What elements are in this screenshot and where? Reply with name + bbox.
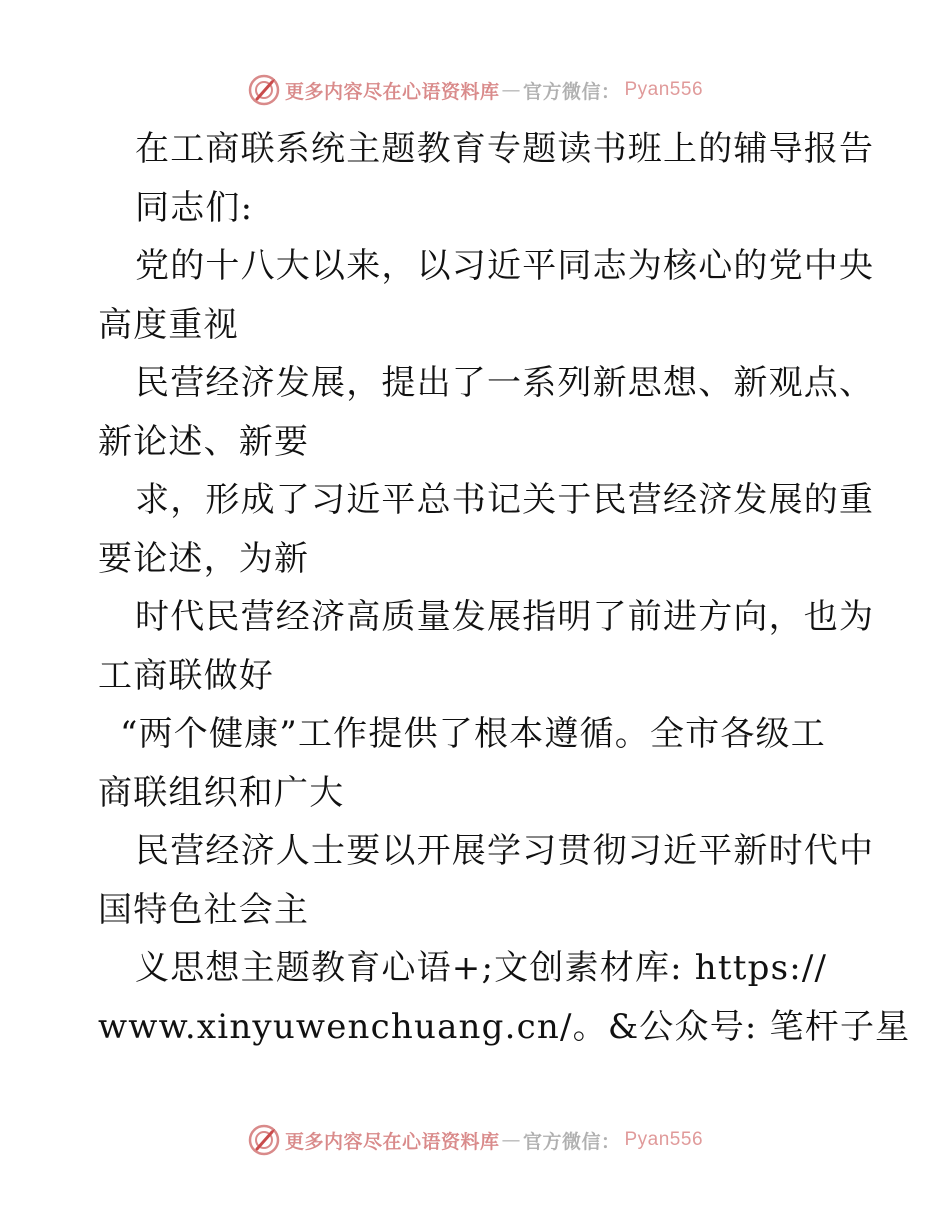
paragraph-line: 党的十八大以来，以习近平同志为核心的党中央 [135,246,875,286]
logo-icon [247,73,281,107]
watermark-handle: Pyan556 [624,1129,704,1150]
paragraph-line: 民营经济人士要以开展学习贯彻习近平新时代中 [135,831,875,871]
paragraph-line: 商联组织和广大 [98,772,345,813]
logo-icon [247,1123,281,1157]
paragraph-line: 高度重视 [98,304,239,345]
paragraph-line: 义思想主题教育心语+;文创素材库: https:// [135,948,828,988]
watermark-sub-text: 官方微信： [522,1130,621,1153]
paragraph-line: 时代民营经济高质量发展指明了前进方向，也为 [135,597,875,637]
watermark-main-text: 更多内容尽在心语资料库 [284,1130,500,1153]
document-body [98,120,911,1056]
paragraph-line: 国特色社会主 [98,889,310,930]
document-title: 在工商联系统主题教育专题读书班上的辅导报告 [135,129,875,169]
footer-watermark [0,1120,950,1160]
paragraph-line: 工商联做好 [98,655,274,696]
watermark-handle: Pyan556 [624,79,704,100]
header-watermark [0,70,950,110]
watermark-dash: — [501,1129,521,1151]
paragraph-line: 要论述，为新 [98,538,310,579]
paragraph-line: 民营经济发展，提出了一系列新思想、新观点、 [135,363,875,403]
watermark-main-text: 更多内容尽在心语资料库 [284,80,500,103]
paragraph-line: 新论述、新要 [98,421,310,462]
paragraph-line: 求，形成了习近平总书记关于民营经济发展的重 [135,480,875,520]
salutation: 同志们: [135,187,254,228]
watermark-sub-text: 官方微信： [522,80,621,103]
watermark-dash: — [501,79,521,101]
paragraph-line: www.xinyuwenchuang.cn/。&公众号: 笔杆子星 [98,1006,911,1047]
paragraph-line: “两个健康”工作提供了根本遵循。全市各级工 [120,714,826,754]
